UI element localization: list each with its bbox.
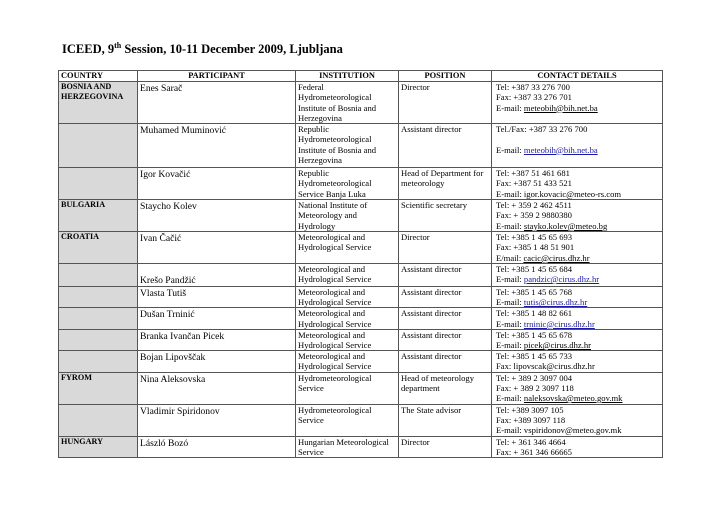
position-cell: Assistant director — [399, 287, 492, 308]
position-cell: Assistant director — [399, 263, 492, 286]
header-institution: INSTITUTION — [296, 71, 399, 82]
contact-cell — [492, 287, 663, 308]
contact-cell — [492, 372, 663, 404]
email-link[interactable]: pandzic@cirus.dhz.hr — [523, 274, 600, 285]
table-row — [59, 168, 663, 200]
table-row — [59, 263, 663, 286]
participant-cell: Vlasta Tutiš — [138, 287, 296, 308]
position-cell: Director — [399, 82, 492, 124]
contact-line: Fax: +387 51 433 521 — [496, 178, 572, 189]
table-row — [59, 82, 663, 124]
table-row — [59, 404, 663, 436]
email-link[interactable]: stayko.kolev@meteo.bg — [523, 220, 608, 231]
contact-email-line[interactable]: E-mail: stayko.kolev@meteo.bg — [496, 220, 608, 231]
participant-cell: Muhamed Muminović — [138, 124, 296, 168]
contact-line: Tel./Fax: +387 33 276 700 — [496, 124, 588, 135]
position-cell: Director — [399, 232, 492, 264]
participant-cell: Bojan Lipovščak — [138, 351, 296, 372]
contact-email-line[interactable]: E-mail: pandzic@cirus.dhz.hr — [496, 274, 600, 285]
contact-email-line[interactable]: E-mail: tutis@cirus.dhz.hr — [496, 297, 588, 308]
contact-cell — [492, 263, 663, 286]
contact-line: Tel: + 389 2 3097 004 — [496, 372, 573, 383]
email-link[interactable]: trninic@cirus.dhz.hr — [523, 318, 595, 329]
contact-cell — [492, 404, 663, 436]
table-row — [59, 200, 663, 232]
position-cell: Assistant director — [399, 124, 492, 168]
institution-cell: Meteorological and Hydrological Service — [296, 263, 399, 286]
contact-cell — [492, 124, 663, 168]
contact-email-line[interactable]: E/mail: cacic@cirus.dhz.hr — [496, 252, 590, 263]
position-cell: Head of Department for meteorology — [399, 168, 492, 200]
institution-cell: Meteorological and Hydrological Service — [296, 308, 399, 329]
country-cell — [59, 329, 138, 350]
email-link[interactable]: tutis@cirus.dhz.hr — [523, 297, 588, 308]
position-cell: Assistant director — [399, 351, 492, 372]
header-contact: CONTACT DETAILS — [492, 71, 663, 82]
table-header-row — [59, 71, 663, 82]
contact-email-line[interactable]: E-mail: meteobih@bih.net.ba — [496, 102, 598, 113]
table-row — [59, 232, 663, 264]
header-position: POSITION — [399, 71, 492, 82]
contact-line: Tel: +385 1 45 65 768 — [496, 287, 573, 298]
institution-cell: Republic Hydrometeorological Service Banja Luka — [296, 168, 399, 200]
contact-line: Tel: +385 1 48 82 661 — [496, 308, 573, 319]
header-participant: PARTICIPANT — [138, 71, 296, 82]
institution-cell: Meteorological and Hydrological Service — [296, 232, 399, 264]
contact-line: Tel: +387 51 461 681 — [496, 168, 570, 179]
table-row — [59, 436, 663, 457]
position-cell: Assistant director — [399, 308, 492, 329]
contact-line: Fax: +389 3097 118 — [496, 414, 566, 425]
position-cell: Scientific secretary — [399, 200, 492, 232]
position-cell: Head of meteorology department — [399, 372, 492, 404]
email-link[interactable]: cacic@cirus.dhz.hr — [523, 252, 590, 263]
institution-cell: Federal Hydrometeorological Institute of Bosnia and Herzegovina — [296, 82, 399, 124]
participant-cell: Nina Aleksovska — [138, 372, 296, 404]
country-cell — [59, 287, 138, 308]
country-cell — [59, 351, 138, 372]
email-link[interactable]: meteobih@bih.net.ba — [523, 144, 598, 155]
contact-cell — [492, 329, 663, 350]
contact-line: Tel: + 361 346 4664 — [496, 436, 566, 447]
position-cell: Assistant director — [399, 329, 492, 350]
participant-cell: Ivan Čačić — [138, 232, 296, 264]
contact-line: E-mail: vspiridonov@meteo.gov.mk — [496, 425, 622, 436]
country-cell — [59, 263, 138, 286]
participant-cell: Dušan Trninić — [138, 308, 296, 329]
country-cell — [59, 124, 138, 168]
country-cell: BULGARIA — [59, 200, 138, 232]
email-link[interactable]: picek@cirus.dhz.hr — [523, 340, 592, 351]
contact-email-line[interactable]: E-mail: trninic@cirus.dhz.hr — [496, 318, 595, 329]
table-body — [59, 82, 663, 458]
institution-cell: Meteorological and Hydrological Service — [296, 351, 399, 372]
table-row — [59, 329, 663, 350]
contact-line: Tel: +389 3097 105 — [496, 404, 564, 415]
contact-line: Tel: +385 1 45 65 678 — [496, 329, 573, 340]
table-row — [59, 308, 663, 329]
participant-cell: Branka Ivančan Picek — [138, 329, 296, 350]
contact-line: Fax: + 389 2 3097 118 — [496, 382, 574, 393]
institution-cell: National Institute of Meteorology and Hydrology — [296, 200, 399, 232]
title-prefix: ICEED, 9 — [62, 42, 115, 57]
table-row — [59, 372, 663, 404]
institution-cell: Meteorological and Hydrological Service — [296, 329, 399, 350]
contact-cell — [492, 168, 663, 200]
contact-line: Tel: +385 1 45 65 733 — [496, 351, 573, 362]
country-cell: HUNGARY — [59, 436, 138, 457]
institution-cell: Meteorological and Hydrological Service — [296, 287, 399, 308]
contact-line: Fax: + 359 2 9880380 — [496, 210, 572, 221]
country-cell: FYROM — [59, 372, 138, 404]
institution-cell: Hydrometeorological Service — [296, 372, 399, 404]
table-row — [59, 124, 663, 168]
email-link[interactable]: naleksovska@meteo.gov.mk — [523, 393, 623, 404]
contact-line: Tel: + 359 2 462 4511 — [496, 200, 572, 211]
position-cell: Director — [399, 436, 492, 457]
contact-line: Fax: +387 33 276 701 — [496, 92, 572, 103]
country-cell — [59, 404, 138, 436]
contact-cell — [492, 232, 663, 264]
position-cell: The State advisor — [399, 404, 492, 436]
document-title — [62, 41, 343, 57]
title-suffix: Session, 10-11 December 2009, Ljubljana — [121, 42, 343, 57]
table-row — [59, 351, 663, 372]
participant-cell: Staycho Kolev — [138, 200, 296, 232]
institution-cell: Republic Hydrometeorological Institute of Bosnia and Herzegovina — [296, 124, 399, 168]
header-country: COUNTRY — [59, 71, 138, 82]
contact-line: Tel: +385 1 45 65 693 — [496, 232, 573, 243]
participant-cell: Krešo Pandžić — [138, 263, 296, 286]
country-cell: BOSNIA AND HERZEGOVINA — [59, 82, 138, 124]
participants-table — [58, 70, 663, 458]
country-cell — [59, 308, 138, 329]
contact-line: Tel: +385 1 45 65 684 — [496, 263, 573, 274]
email-link[interactable]: meteobih@bih.net.ba — [523, 102, 598, 113]
contact-email-line[interactable]: E-mail: naleksovska@meteo.gov.mk — [496, 393, 623, 404]
participant-cell: Enes Sarač — [138, 82, 296, 124]
contact-line: Fax: lipovscak@cirus.dhz.hr — [496, 361, 595, 372]
table-row — [59, 287, 663, 308]
title-superscript: th — [114, 41, 122, 50]
contact-cell — [492, 82, 663, 124]
contact-cell — [492, 436, 663, 457]
participant-cell: László Bozó — [138, 436, 296, 457]
contact-line: Fax: + 361 346 66665 — [496, 446, 572, 457]
contact-email-line[interactable]: E-mail: meteobih@bih.net.ba — [496, 144, 598, 155]
contact-line: Fax: +385 1 48 51 901 — [496, 242, 575, 253]
contact-cell — [492, 308, 663, 329]
country-cell: CROATIA — [59, 232, 138, 264]
contact-email-line[interactable]: E-mail: picek@cirus.dhz.hr — [496, 340, 592, 351]
participant-cell: Vladimir Spiridonov — [138, 404, 296, 436]
contact-line: E-mail: igor.kovacic@meteo-rs.com — [496, 188, 622, 199]
country-cell — [59, 168, 138, 200]
institution-cell: Hungarian Meteorological Service — [296, 436, 399, 457]
participant-cell: Igor Kovačić — [138, 168, 296, 200]
contact-cell — [492, 351, 663, 372]
contact-cell — [492, 200, 663, 232]
contact-line: Tel: +387 33 276 700 — [496, 82, 570, 93]
institution-cell: Hydrometeorological Service — [296, 404, 399, 436]
